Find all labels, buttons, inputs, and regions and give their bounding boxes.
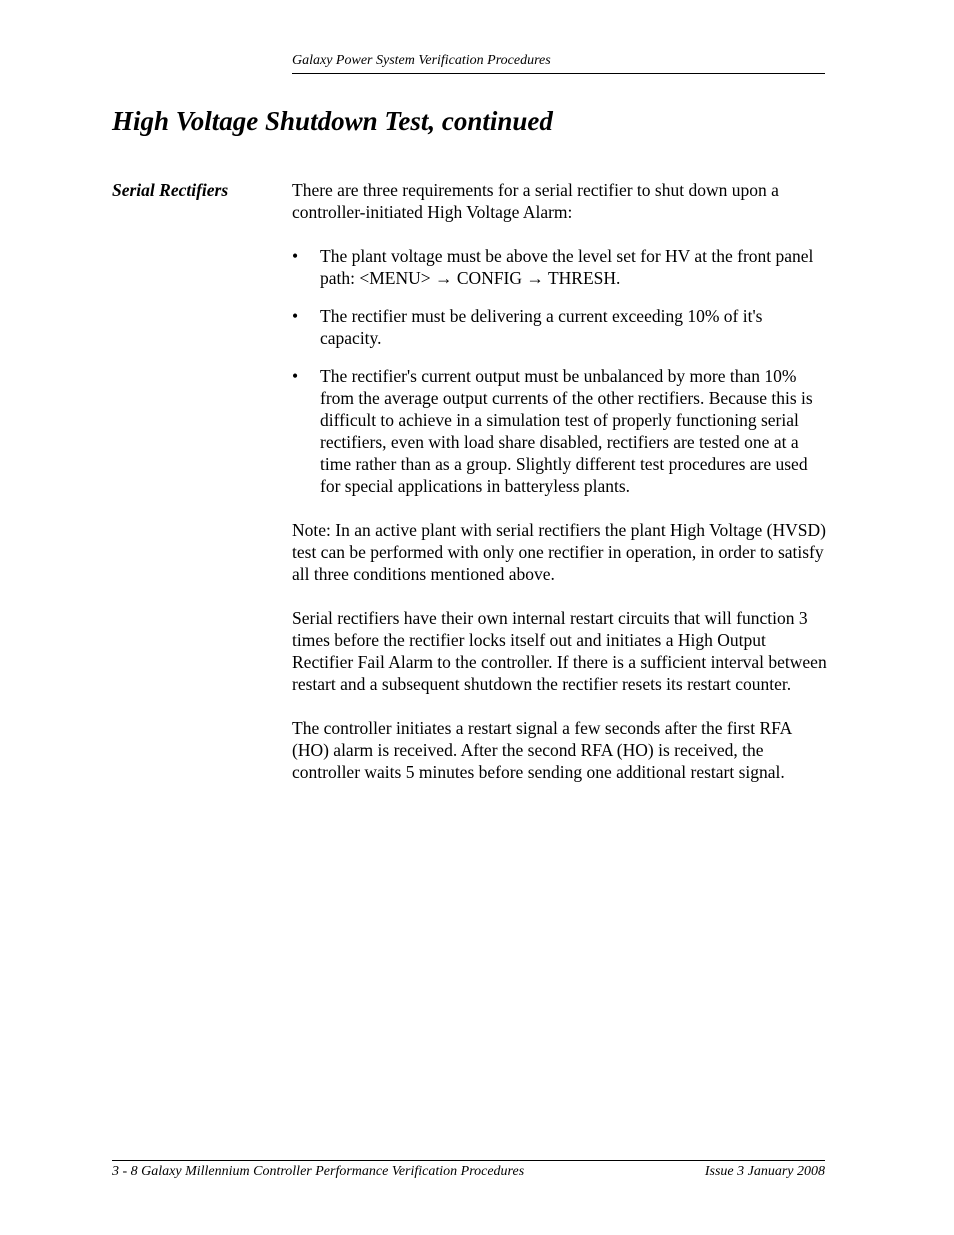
list-item	[292, 305, 828, 349]
list-item	[292, 365, 828, 497]
running-header: Galaxy Power System Verification Procedures	[292, 52, 825, 74]
section-body	[292, 179, 828, 805]
controller-paragraph: The controller initiates a restart signal a few seconds after the first RFA (HO) alarm is received. After the second RFA (HO) is received, the controller waits 5 minutes before sending one additional restart signal.	[292, 718, 792, 782]
list-item-text: The rectifier must be delivering a current exceeding 10% of it's capacity.	[320, 306, 763, 348]
section-side-heading: Serial Rectifiers	[112, 180, 229, 200]
restart-paragraph: Serial rectifiers have their own internal restart circuits that will function 3 times before the rectifier locks itself out and initiates a High Output Rectifier Fail Alarm to the controller. If there is a sufficient interval between restart and a subsequent shutdown the rectifier resets its restart counter.	[292, 608, 827, 694]
bullet-icon: •	[292, 306, 299, 326]
note-paragraph: Note: In an active plant with serial rectifiers the plant High Voltage (HVSD) test can be performed with only one rectifier in operation, in order to satisfy all three conditions mentioned above.	[292, 520, 826, 584]
requirements-list	[292, 245, 828, 497]
page-title: High Voltage Shutdown Test, continued	[112, 106, 553, 136]
footer-page-reference: 3 - 8 Galaxy Millennium Controller Performance Verification Procedures	[112, 1164, 525, 1179]
intro-paragraph: There are three requirements for a serial rectifier to shut down upon a controller-initiated High Voltage Alarm:	[292, 180, 779, 222]
bullet-icon: •	[292, 366, 299, 386]
running-footer	[112, 1160, 825, 1181]
list-item-text: The rectifier's current output must be unbalanced by more than 10% from the average output currents of the other rectifiers. Because this is difficult to achieve in a simulation test of properly functioning serial rectifiers, even with load share disabled, rectifiers are tested one at a time rather than as a group. Slightly different test procedures are used for special applications in batteryless plants.	[320, 366, 813, 496]
list-item	[292, 245, 828, 289]
list-item-text: The plant voltage must be above the level set for HV at the front panel path: <MENU> → CONFIG → THRESH.	[320, 246, 814, 288]
footer-issue-date: Issue 3 January 2008	[704, 1164, 825, 1179]
bullet-icon: •	[292, 246, 299, 266]
